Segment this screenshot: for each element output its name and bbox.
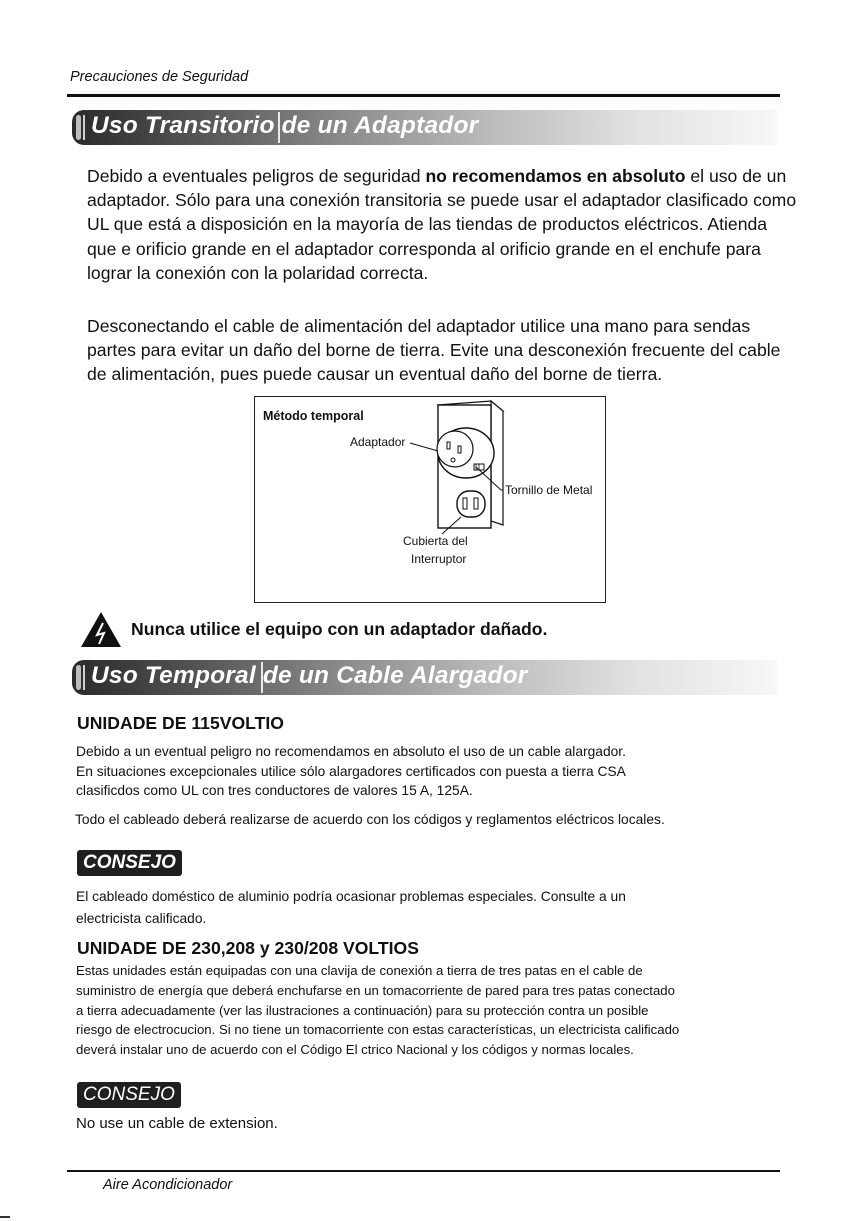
banner-tick [76,115,81,140]
text-line: electricista calificado. [76,911,207,926]
text-line: riesgo de electrocucion. Si no tiene un tomacorriente con estas características, un electricista calificado [76,1022,680,1038]
adapter-paragraph-2: Desconectando el cable de alimentación del adaptador utilice una mano para sendas partes para evitar un daño del borne de tierra. Evite una desconexión frecuente del cable de alimentación, pues puede causar un eventual daño del borne de tierra. [87,316,781,385]
tip-paragraph-2 [76,1114,776,1134]
text-line: clasificdos como UL con tres conductores de valores 15 A, 125A. [76,783,473,798]
header-rule [67,94,780,97]
banner-tick [83,665,85,690]
text-line: suministro de energía que deberá enchufarse en un tomacorriente de pared para tres patas conectado [76,982,675,998]
section-title: Uso Transitorio de un Adaptador [91,112,479,139]
tip-paragraph-1 [76,886,776,930]
label-cover-line1: Cubierta del [403,534,468,548]
figure-title: Método temporal [263,409,364,423]
page-header: Precauciones de Seguridad [70,69,249,85]
text-line: deverá instalar uno de acuerdo con el Código El ctrico Nacional y los códigos y normas locales. [76,1042,634,1058]
label-adapter: Adaptador [350,435,406,449]
label-metal-screw: Tornillo de Metal [505,483,593,497]
unit-230v-heading: UNIDADE DE 230,208 y 230/208 VOLTIOS [77,938,419,958]
tip-badge: CONSEJO [77,1082,181,1108]
footer-rule [67,1170,780,1172]
section-title: Uso Temporal de un Cable Alargador [91,662,528,689]
adapter-figure [254,396,606,603]
p1-text-bold: no recomendamos en absoluto [425,166,686,186]
text-line: Estas unidades están equipadas con una clavija de conexión a tierra de tres patas en el cable de [76,963,643,978]
text-line: En situaciones excepcionales utilice sólo alargadores certificados con puesta a tierra CSA [76,763,626,779]
warning-icon [80,611,122,648]
tip-badge: CONSEJO [77,850,182,876]
text-line: El cableado doméstico de aluminio podría ocasionar problemas especiales. Consulte a un [76,889,626,904]
text-line: Debido a un eventual peligro no recomendamos en absoluto el uso de un cable alargador. [76,744,626,759]
banner-tick [83,115,85,140]
adapter-paragraph-1 [87,164,799,285]
page-footer: Aire Acondicionador [103,1177,233,1193]
corner-mark [0,1216,10,1218]
p1-text-before: Debido a eventuales peligros de seguridad [87,166,426,186]
section-banner-extension-cord [72,660,777,695]
section-banner-adapter [72,110,777,145]
unit-115v-heading: UNIDADE DE 115VOLTIO [77,713,284,733]
warning-text: Nunca utilice el equipo con un adaptador dañado. [131,619,548,639]
text-line: No use un cable de extension. [76,1115,278,1132]
text-line: Todo el cableado deberá realizarse de acuerdo con los códigos y reglamentos eléctricos locales. [75,812,665,827]
text-line: a tierra adecuadamente (ver las ilustraciones a continuación) para su protección contra un posible [76,1002,649,1018]
unit-115v-paragraph [76,742,776,801]
outlet-illustration [255,397,607,604]
label-cover-line2: Interruptor [411,552,467,566]
wiring-note [75,810,775,830]
banner-tick [76,665,81,690]
p1-text-after: el uso de un adaptador. Sólo para una conexión transitoria se puede usar el adaptador clasificado como UL que está a disposición en la mayoría de las tiendas de productos eléctricos. Atienda que e orificio grande en el adaptador corresponda al orificio grande en el enchufe para lograr la conexión con la polaridad correcta. [87,166,797,283]
unit-230v-paragraph [76,961,776,1060]
